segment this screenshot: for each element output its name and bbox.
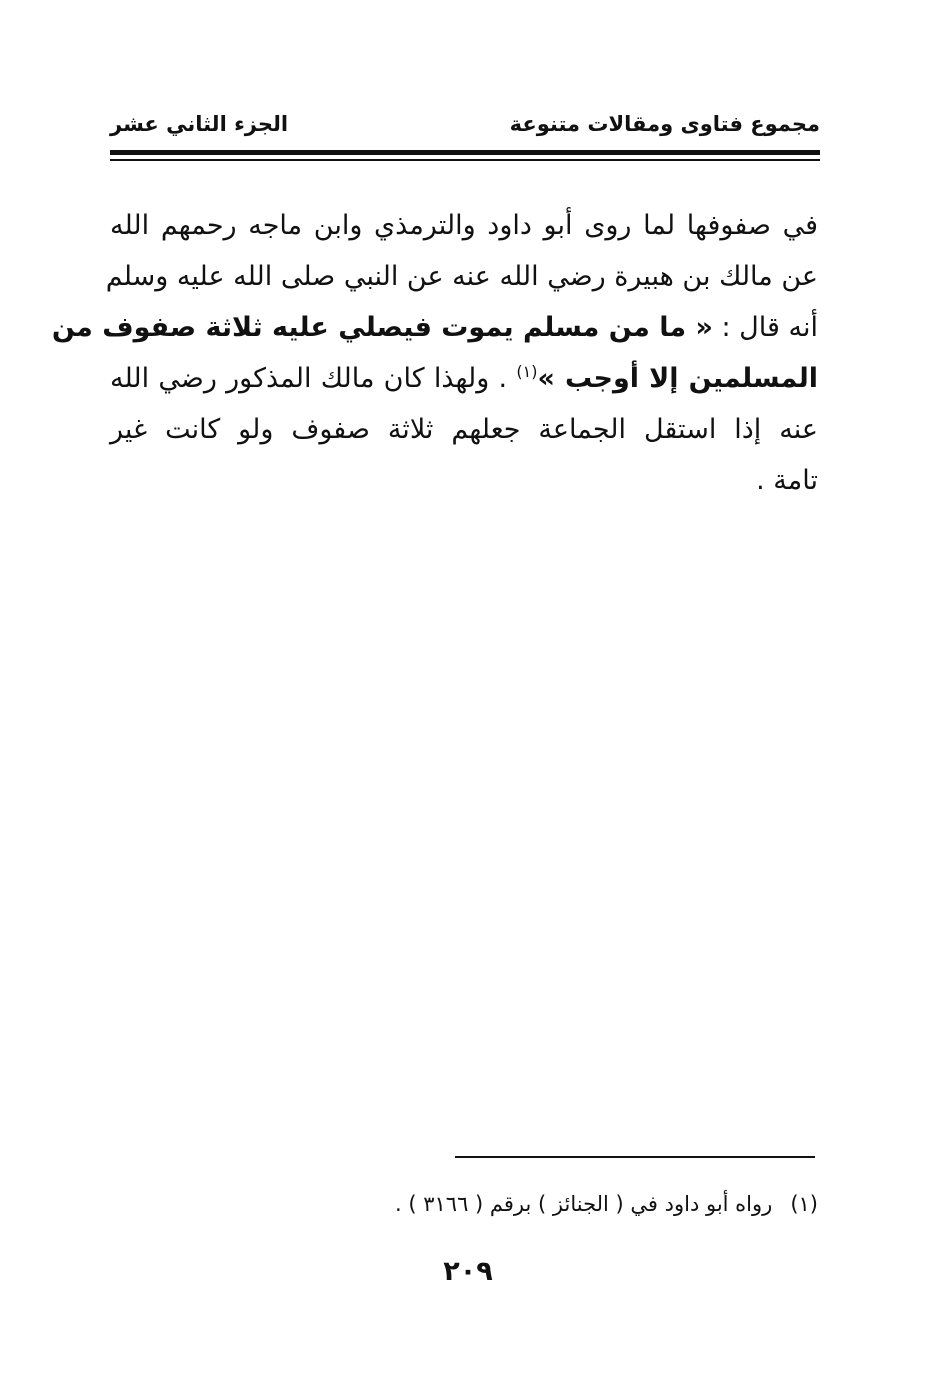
body-line xyxy=(105,251,818,302)
footnote-text: رواه أبو داود في ( الجنائز ) برقم ( ٣١٦٦ ) . xyxy=(395,1192,773,1216)
footnote-reference: (١) xyxy=(516,362,538,381)
footnote xyxy=(395,1192,818,1216)
body-line xyxy=(110,353,818,404)
page-number: ٢٠٩ xyxy=(443,1256,493,1287)
body-line: في صفوفها لما روى أبو داود والترمذي وابن ماجه رحمهم الله xyxy=(110,210,818,241)
book-title: مجموع فتاوى ومقالات متنوعة xyxy=(509,112,820,136)
volume-label: الجزء الثاني عشر xyxy=(110,112,289,136)
running-header xyxy=(110,112,820,152)
body-line-text: عن مالك بن هبيرة رضي الله عنه عن النبي صلى الله عليه وسلم xyxy=(105,261,818,292)
body-line: تامة . xyxy=(756,465,818,496)
hadith-quote-start: « ما من مسلم يموت فيصلي عليه ثلاثة صفوف من xyxy=(51,312,713,343)
hadith-quote-end: المسلمين إلا أوجب » xyxy=(537,363,818,394)
body-text xyxy=(51,200,818,506)
header-rule-thick xyxy=(110,150,820,155)
footnote-number: (١) xyxy=(790,1192,818,1216)
header-rule-thin xyxy=(110,159,820,161)
footnote-separator xyxy=(455,1156,815,1158)
body-line-text: . ولهذا كان مالك المذكور رضي الله xyxy=(110,363,508,394)
body-line: عنه إذا استقل الجماعة جعلهم ثلاثة صفوف ولو كانت غير xyxy=(110,414,818,445)
quote-intro: أنه قال : xyxy=(721,312,818,343)
body-line xyxy=(51,302,818,353)
